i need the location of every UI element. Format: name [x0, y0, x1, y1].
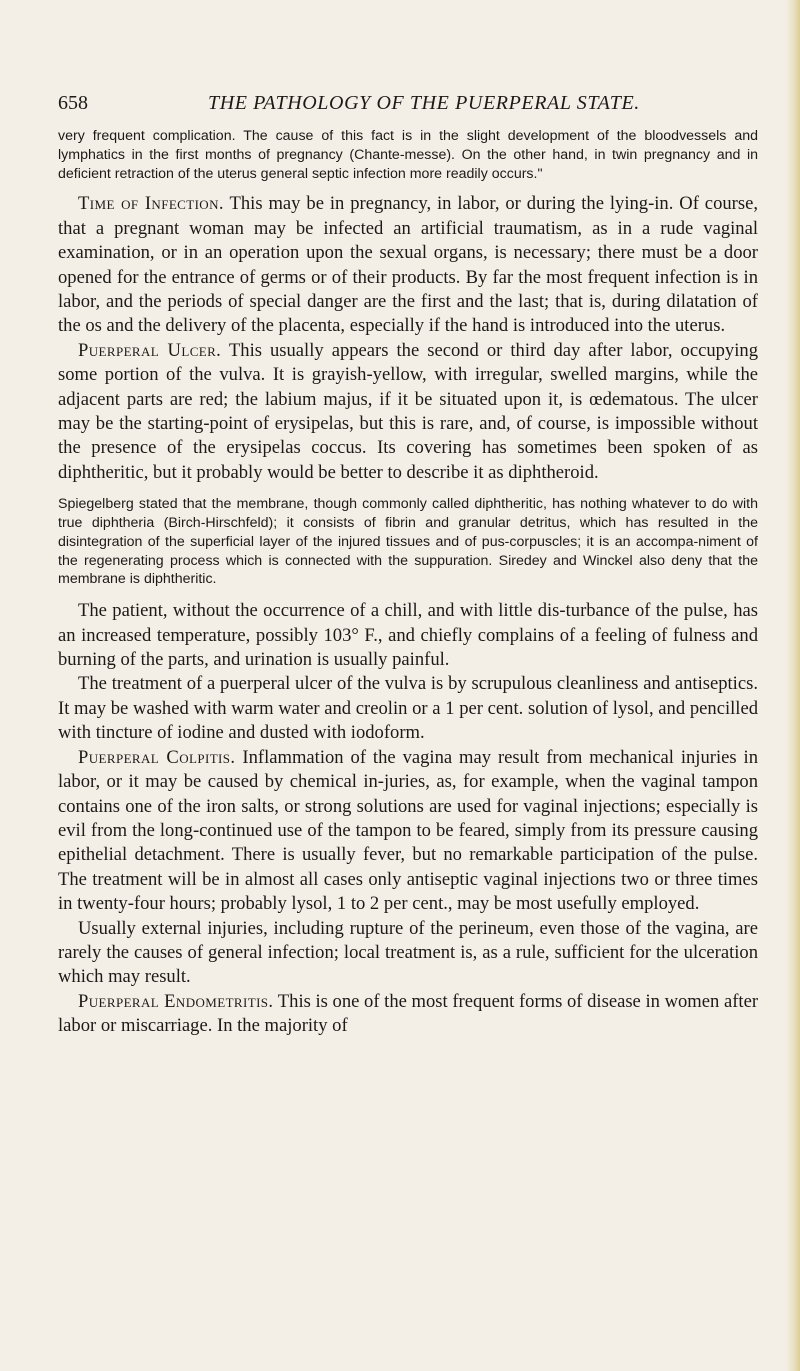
paragraph-text: This is one of the most frequent forms of disease in women after labor or miscarriage. In the majority of [58, 990, 759, 1037]
section-puerperal-colpitis [58, 746, 758, 917]
paragraph-text: The treatment of a puerperal ulcer of the vulva is by scrupulous cleanliness and antiseptics. It may be washed with warm water and creolin or a 1 per cent. solution of lysol, and pencilled with tincture of iodine and dusted with iodoform. [58, 673, 758, 744]
continuation-paragraph [58, 127, 758, 183]
section-heading: Puerperal Endometritis. [78, 990, 274, 1012]
paragraph-patient-symptoms [58, 599, 758, 672]
paragraph-text: very frequent complication. The cause of this fact is in the slight development of the bloodvessels and lymphatics in the first months of pregnancy (Chante-messe). On the other hand, in twin pregnancy and in deficient retraction of the uterus general septic infection more readily occurs." [58, 128, 758, 182]
paragraph-text: Usually external injuries, including rupture of the perineum, even those of the vagina, are rarely the causes of general infection; local treatment is, as a rule, sufficient for the ulceration which may result. [58, 917, 758, 988]
page-header [58, 92, 758, 122]
running-title: THE PATHOLOGY OF THE PUERPERAL STATE. [208, 92, 640, 114]
section-puerperal-endometritis [58, 990, 758, 1039]
paragraph-text: This usually appears the second or third day after labor, occupying some portion of the vulva. It is grayish-yellow, with irregular, swelled margins, while the adjacent parts are red; the labium majus, if it be situated upon it, is œdematous. The ulcer may be the starting-point of erysipelas, but this is rare, and, of course, is impossible without the presence of the erysipelas coccus. Its covering has sometimes been spoken of as diphtheritic, but it probably would be better to describe it as diphtheroid. [58, 339, 758, 483]
page-body [58, 127, 758, 1039]
section-heading: Puerperal Colpitis. [78, 746, 236, 768]
section-puerperal-ulcer [58, 339, 758, 485]
section-heading: Puerperal Ulcer. [78, 339, 222, 361]
paragraph-ulcer-treatment [58, 672, 758, 745]
section-time-of-infection [58, 192, 758, 338]
paragraph-text: The patient, without the occurrence of a chill, and with little dis-turbance of the pulse, has an increased temperature, possibly 103° F., and chiefly complains of a feeling of fulness and burning of the parts, and urination is usually painful. [58, 600, 758, 671]
section-heading: Time of Infection. [78, 193, 224, 215]
page-number: 658 [58, 92, 88, 114]
paragraph-text: Inflammation of the vagina may result from mechanical injuries in labor, or it may be caused by chemical in-juries, as, for example, when the vaginal tampon contains one of the iron salts, or strong solutions are used for vaginal injections; especially is evil from the long-continued use of the tampon to be feared, simply from its pressure causing epithelial detachment. There is usually fever, but no remarkable participation of the pulse. The treatment will be in almost all cases only antiseptic vaginal injections two or three times in twenty-four hours; probably lysol, 1 to 2 per cent., may be most usefully employed. [58, 746, 759, 915]
paragraph-external-injuries [58, 917, 758, 990]
paragraph-text: Spiegelberg stated that the membrane, though commonly called diphtheritic, has nothing whatever to do with true diphtheria (Birch-Hirschfeld); it consists of fibrin and granular detritus, which has resulted in the disintegration of the superficial layer of the injured tissues and of pus-corpuscles; it is an accompa-niment of the regenerating process which is connected with the suppuration. Siredey and Winckel also deny that the membrane is diphtheritic. [58, 496, 758, 588]
page-edge-shadow [786, 0, 800, 1371]
paragraph-text: This may be in pregnancy, in labor, or during the lying-in. Of course, that a pregnant woman may be infected an artificial traumatism, as in a rude vaginal examination, or in an operation upon the sexual organs, is necessary; there must be a door opened for the entrance of germs or of their products. By far the most frequent infection is in labor, and the periods of special danger are the first and the last; that is, during dilatation of the os and the delivery of the placenta, especially if the hand is introduced into the uterus. [58, 193, 758, 337]
note-paragraph-spiegelberg [58, 495, 758, 589]
